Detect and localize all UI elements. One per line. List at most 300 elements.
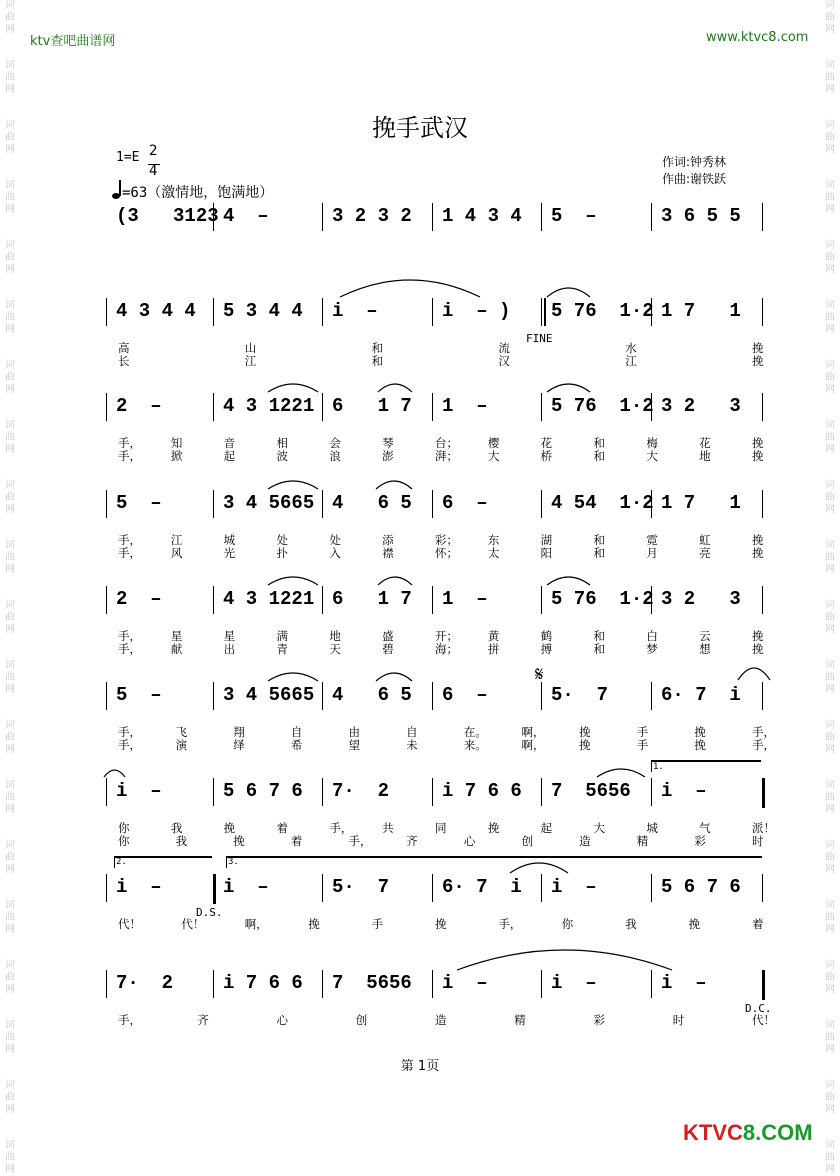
- measure-notes: 7· 2: [332, 780, 390, 802]
- measure-notes: 3 4 5665: [223, 492, 315, 514]
- slur: [268, 577, 318, 585]
- lyric-word: 亮: [699, 546, 711, 560]
- barline: [432, 298, 433, 326]
- barline: [106, 778, 107, 806]
- lyric-word: 手，: [118, 533, 141, 547]
- lyric-word: 代！: [118, 917, 141, 931]
- measure-notes: 1 7 1: [661, 300, 741, 322]
- side-watermark-text: 词曲网: [825, 1020, 835, 1055]
- barline: [213, 298, 214, 326]
- lyric-word: 演: [175, 738, 188, 752]
- barline: [322, 298, 323, 326]
- barline: [762, 298, 763, 326]
- lyric-word: 气: [699, 821, 711, 835]
- lyric-word: 琴: [382, 436, 394, 450]
- barline: [762, 203, 763, 231]
- lyric-word: 手: [636, 738, 649, 752]
- barline: [541, 682, 542, 710]
- measure-notes: 4 3 4 4: [116, 300, 196, 322]
- side-watermark-text: 词曲网: [825, 360, 835, 395]
- lyric-word: 风: [170, 546, 183, 560]
- measure-notes: 6 –: [442, 684, 488, 706]
- measure-notes: 5 76 1·2: [551, 300, 654, 322]
- barline: [432, 203, 433, 231]
- side-watermark-text: 词曲网: [825, 0, 835, 35]
- lyric-word: 手，: [118, 642, 141, 656]
- lyric-word: 湃；: [435, 449, 458, 463]
- lyric-word: 望: [348, 738, 361, 752]
- slur: [376, 673, 412, 681]
- lyric-word: 翔: [233, 725, 245, 739]
- barline: [213, 778, 214, 806]
- page-number: 第 1页: [400, 1059, 440, 1074]
- lyric-word: 挽: [688, 917, 701, 931]
- side-watermark-text: 词曲网: [5, 600, 15, 635]
- measure-notes: 5 –: [116, 492, 162, 514]
- lyric-word: 起: [540, 821, 553, 835]
- lyric-word: 拼: [487, 642, 500, 656]
- lyric-word: 大: [593, 821, 605, 835]
- lyric-word: 地: [699, 449, 711, 463]
- measure-notes: 5 6 7 6: [223, 780, 303, 802]
- ending-1-label: 1.: [653, 762, 664, 772]
- site-url-right: www.ktvc8.com: [706, 30, 809, 45]
- lyric-word: 怀；: [435, 546, 458, 560]
- lyric-word: 手，: [118, 436, 141, 450]
- lyric-word: 手，: [118, 1013, 141, 1027]
- fine-mark: FINE: [526, 332, 553, 345]
- barline: [106, 298, 107, 326]
- lyric-word: 长: [118, 354, 130, 368]
- lyric-word: 湖: [540, 533, 553, 547]
- time-signature-numerator: 2: [149, 143, 158, 159]
- lyric-word: 山: [244, 341, 257, 355]
- lyric-word: 手，: [348, 834, 372, 848]
- ending-2-bracket-side: [114, 856, 115, 868]
- side-watermark-text: 词曲网: [5, 480, 15, 515]
- measure-notes: 1 7 1: [661, 492, 741, 514]
- side-watermark-text: 词曲网: [5, 960, 15, 995]
- barline: [762, 490, 763, 518]
- barline: [541, 586, 542, 614]
- side-watermark-text: 词曲网: [825, 120, 835, 155]
- side-watermark-text: 词曲网: [825, 660, 835, 695]
- double-barline: [544, 298, 546, 326]
- lyric-word: 未: [406, 738, 418, 752]
- barline: [762, 586, 763, 614]
- side-watermark-text: 词曲网: [5, 60, 15, 95]
- barline: [541, 490, 542, 518]
- measure-notes: i –: [116, 876, 162, 898]
- lyric-word: 处: [329, 533, 341, 547]
- measure-notes: 4 3 1221: [223, 395, 315, 417]
- lyric-word: 挽: [752, 354, 764, 368]
- lyric-word: 盛: [382, 629, 394, 643]
- side-watermark-text: 词曲网: [825, 1140, 835, 1175]
- lyric-word: 手: [371, 917, 384, 931]
- lyric-word: 太: [487, 546, 500, 560]
- lyric-word: 大: [646, 449, 658, 463]
- lyric-word: 手，: [118, 629, 141, 643]
- barline: [106, 970, 107, 998]
- slur: [457, 950, 672, 970]
- lyric-word: 挽: [752, 436, 764, 450]
- measure-notes: 4 –: [223, 205, 269, 227]
- measure-notes: i –: [223, 876, 269, 898]
- lyric-word: 樱: [487, 436, 500, 450]
- lyric-word: 着: [752, 917, 764, 931]
- lyric-word: 手，: [752, 738, 775, 752]
- barline: [213, 682, 214, 710]
- barline: [651, 203, 652, 231]
- side-watermark-text: 词曲网: [825, 480, 835, 515]
- side-watermark-text: 词曲网: [5, 540, 15, 575]
- barline: [762, 393, 763, 421]
- barline: [541, 298, 542, 326]
- lyric-word: 月: [646, 546, 658, 560]
- key-signature: 1=E: [116, 150, 140, 165]
- ds-mark: D.S.: [196, 906, 223, 919]
- side-watermark-text: 词曲网: [825, 300, 835, 335]
- barline: [322, 586, 323, 614]
- lyric-word: 彩: [593, 1013, 605, 1027]
- slur: [738, 668, 770, 680]
- lyric-word: 添: [382, 533, 394, 547]
- lyric-word: 星: [223, 629, 236, 643]
- lyric-word: 满: [276, 629, 288, 643]
- barline: [322, 393, 323, 421]
- lyric-word: 东: [487, 533, 500, 547]
- lyric-word: 出: [223, 642, 236, 656]
- lyric-word: 手，: [329, 821, 353, 835]
- lyric-word: 地: [329, 629, 341, 643]
- measure-notes: i – ): [442, 300, 511, 322]
- side-watermark-text: 词曲网: [5, 1020, 15, 1055]
- lyric-word: 在。: [463, 725, 487, 739]
- barline: [432, 874, 433, 902]
- side-watermark-text: 词曲网: [5, 120, 15, 155]
- lyric-word: 梦: [646, 642, 658, 656]
- lyric-word: 高: [118, 341, 130, 355]
- lyric-word: 处: [276, 533, 288, 547]
- slur: [547, 288, 590, 297]
- measure-notes: i 7 6 6: [442, 780, 522, 802]
- ending-1-bracket: [651, 760, 761, 762]
- lyric-word: 手，: [498, 917, 522, 931]
- lyric-word: 来。: [463, 738, 487, 752]
- lyric-word: 搏: [540, 642, 553, 656]
- lyric-word: 挽: [752, 642, 764, 656]
- lyric-word: 花: [699, 436, 711, 450]
- lyric-word: 和: [371, 341, 384, 355]
- lyric-word: 和: [593, 449, 605, 463]
- ending-2-bracket: [114, 856, 212, 858]
- barline: [541, 203, 542, 231]
- ending-1-bracket-side: [651, 760, 652, 772]
- barline: [106, 874, 107, 902]
- lyric-word: 啊，: [521, 738, 545, 752]
- lyric-word: 手，: [752, 725, 775, 739]
- lyric-word: 和: [371, 354, 384, 368]
- side-watermark-text: 词曲网: [825, 720, 835, 755]
- slur: [376, 481, 412, 489]
- lyric-word: 和: [593, 642, 605, 656]
- lyric-word: 霓: [646, 533, 658, 547]
- lyric-word: 共: [382, 821, 394, 835]
- measure-notes: 5· 7: [551, 684, 609, 706]
- lyric-word: 由: [348, 725, 361, 739]
- barline: [432, 778, 433, 806]
- lyric-word: 碧: [382, 642, 394, 656]
- measure-notes: i –: [661, 972, 707, 994]
- barline: [651, 778, 652, 806]
- slur: [340, 280, 480, 297]
- measure-notes: 3 4 5665: [223, 684, 315, 706]
- lyric-word: 挽: [752, 449, 764, 463]
- lyric-word: 手，: [118, 725, 141, 739]
- barline: [213, 393, 214, 421]
- measure-notes: 6 1 7: [332, 395, 412, 417]
- lyric-word: 自: [290, 725, 303, 739]
- lyric-word: 城: [646, 821, 658, 835]
- measure-notes: i –: [551, 876, 597, 898]
- measure-notes: (3 3123: [116, 205, 219, 227]
- slur: [268, 384, 318, 392]
- barline: [541, 874, 542, 902]
- measure-notes: i 7 6 6: [223, 972, 303, 994]
- lyric-word: 挽: [752, 546, 764, 560]
- lyric-word: 台；: [435, 436, 458, 450]
- barline: [213, 970, 214, 998]
- measure-notes: 7 5656: [551, 780, 631, 802]
- measure-notes: 4 3 1221: [223, 588, 315, 610]
- barline: [762, 682, 763, 710]
- lyric-word: 时: [752, 834, 764, 848]
- lyric-word: 挽: [233, 834, 245, 848]
- barline: [432, 586, 433, 614]
- lyric-word: 襟: [382, 546, 394, 560]
- side-watermark-text: 词曲网: [5, 0, 15, 35]
- lyric-word: 我: [625, 917, 637, 931]
- lyric-word: 精: [636, 834, 649, 848]
- quarter-note-icon: [112, 181, 122, 199]
- barline: [322, 778, 323, 806]
- ktvc8-logo: KTVC8.COM: [683, 1120, 813, 1145]
- lyric-word: 阳: [540, 546, 553, 560]
- measure-notes: 3 2 3 2: [332, 205, 412, 227]
- lyric-word: 开；: [435, 629, 458, 643]
- measure-notes: 6 –: [442, 492, 488, 514]
- barline: [762, 874, 763, 902]
- lyric-word: 你: [118, 821, 130, 835]
- lyric-word: 齐: [197, 1013, 209, 1027]
- lyric-word: 我: [170, 821, 183, 835]
- lyric-word: 手，: [118, 738, 141, 752]
- slur: [547, 577, 590, 585]
- tempo-text: =63（激情地，饱满地）: [122, 185, 274, 201]
- measure-notes: 4 54 1·2: [551, 492, 654, 514]
- time-signature-denominator: 4: [149, 163, 158, 179]
- lyric-word: 水: [625, 341, 637, 355]
- side-watermark-text: 词曲网: [5, 1080, 15, 1115]
- lyric-word: 澎: [382, 449, 394, 463]
- tempo-marking: [112, 181, 273, 202]
- side-watermark-text: 词曲网: [5, 840, 15, 875]
- lyric-word: 自: [406, 725, 418, 739]
- lyric-word: 代！: [181, 917, 205, 931]
- slur: [547, 384, 590, 392]
- lyric-word: 梅: [646, 436, 658, 450]
- measure-notes: 5 6 7 6: [661, 876, 741, 898]
- lyric-word: 飞: [175, 725, 188, 739]
- lyric-word: 城: [223, 533, 236, 547]
- measure-notes: 3 2 3: [661, 395, 741, 417]
- measure-notes: 1 –: [442, 588, 488, 610]
- measure-notes: 7 5656: [332, 972, 412, 994]
- lyric-word: 虹: [699, 533, 711, 547]
- lyric-word: 挽: [579, 725, 591, 739]
- lyric-word: 着: [290, 834, 303, 848]
- measure-notes: 5 76 1·2: [551, 395, 654, 417]
- lyric-word: 掀: [170, 449, 183, 463]
- lyric-word: 相: [276, 436, 288, 450]
- lyric-word: 你: [561, 917, 574, 931]
- lyric-word: 白: [646, 629, 658, 643]
- lyric-word: 鹤: [540, 629, 553, 643]
- side-watermark-text: 词曲网: [825, 780, 835, 815]
- measure-notes: 4 6 5: [332, 684, 412, 706]
- measure-notes: 1 –: [442, 395, 488, 417]
- side-watermark-text: 词曲网: [5, 420, 15, 455]
- barline: [322, 490, 323, 518]
- ending-3-bracket: [226, 856, 762, 858]
- lyric-word: 派！: [752, 821, 775, 835]
- side-watermark-text: 词曲网: [825, 240, 835, 275]
- barline: [541, 970, 542, 998]
- repeat-barline: [762, 778, 765, 808]
- side-watermark-text: 词曲网: [825, 600, 835, 635]
- lyric-word: 精: [514, 1013, 526, 1027]
- lyric-word: 大: [487, 449, 500, 463]
- lyric-word: 创: [355, 1013, 368, 1027]
- lyric-word: 啊，: [521, 725, 545, 739]
- dc-mark: D.C.: [745, 1002, 772, 1015]
- slur: [268, 481, 318, 489]
- barline: [106, 586, 107, 614]
- lyric-word: 知: [170, 436, 183, 450]
- lyric-word: 黄: [487, 629, 500, 643]
- measure-notes: 7· 2: [116, 972, 174, 994]
- lyric-word: 星: [170, 629, 183, 643]
- side-watermark-text: 词曲网: [5, 900, 15, 935]
- side-watermark-text: 词曲网: [825, 840, 835, 875]
- measure-notes: 5 3 4 4: [223, 300, 303, 322]
- lyric-word: 挽: [752, 629, 764, 643]
- lyric-word: 心: [463, 834, 476, 848]
- lyric-word: 着: [276, 821, 288, 835]
- barline: [541, 778, 542, 806]
- barline: [651, 970, 652, 998]
- lyric-word: 挽: [694, 725, 706, 739]
- side-watermark-text: 词曲网: [5, 300, 15, 335]
- composer-credit: 作曲:谢铁跃: [662, 172, 727, 186]
- barline: [322, 874, 323, 902]
- section-barline: [213, 874, 216, 904]
- measure-notes: i –: [116, 780, 162, 802]
- side-watermark-text: 词曲网: [5, 360, 15, 395]
- lyric-word: 挽: [579, 738, 591, 752]
- lyric-word: 想: [699, 642, 711, 656]
- slur: [104, 770, 125, 777]
- lyric-word: 浪: [329, 449, 341, 463]
- barline: [432, 490, 433, 518]
- measure-notes: 6· 7 i: [442, 876, 522, 898]
- lyric-word: 彩；: [435, 533, 458, 547]
- side-watermark-text: 词曲网: [5, 780, 15, 815]
- measure-notes: i –: [661, 780, 707, 802]
- ending-3-label: 3.: [228, 857, 239, 867]
- barline: [213, 586, 214, 614]
- lyric-word: 花: [540, 436, 553, 450]
- side-watermark-text: 词曲网: [825, 420, 835, 455]
- lyric-word: 波: [276, 449, 288, 463]
- lyric-word: 创: [521, 834, 533, 848]
- measure-notes: 3 2 3: [661, 588, 741, 610]
- site-name-left: ktv查吧曲谱网: [30, 34, 116, 49]
- side-watermark-text: 词曲网: [825, 60, 835, 95]
- barline: [432, 682, 433, 710]
- lyric-word: 江: [244, 354, 257, 368]
- measure-notes: 5· 7: [332, 876, 390, 898]
- measure-notes: 5 –: [116, 684, 162, 706]
- lyric-word: 和: [593, 629, 605, 643]
- lyric-word: 你: [118, 834, 130, 848]
- lyric-word: 海；: [435, 642, 458, 656]
- lyric-word: 献: [170, 642, 183, 656]
- lyric-word: 天: [329, 642, 341, 656]
- lyric-word: 和: [593, 533, 605, 547]
- ending-2-label: 2.: [116, 857, 127, 867]
- barline: [106, 393, 107, 421]
- side-watermark-text: 词曲网: [5, 240, 15, 275]
- slur: [378, 384, 412, 392]
- lyric-word: 手，: [118, 449, 141, 463]
- barline: [106, 490, 107, 518]
- final-barline: [762, 970, 765, 1000]
- measure-notes: 2 –: [116, 588, 162, 610]
- lyric-word: 扑: [276, 546, 288, 560]
- side-watermark-text: 词曲网: [825, 900, 835, 935]
- side-watermark-text: 词曲网: [5, 180, 15, 215]
- slur: [597, 769, 645, 777]
- lyric-word: 造: [579, 834, 591, 848]
- lyric-word: 时: [672, 1013, 685, 1027]
- lyric-word: 江: [170, 533, 183, 547]
- lyric-word: 音: [223, 436, 236, 450]
- side-watermark-text: 词曲网: [825, 540, 835, 575]
- lyric-word: 云: [699, 629, 711, 643]
- lyric-word: 齐: [406, 834, 418, 848]
- lyric-word: 江: [625, 354, 637, 368]
- measure-notes: i –: [332, 300, 378, 322]
- lyric-word: 同: [435, 821, 447, 835]
- lyric-word: 挽: [487, 821, 500, 835]
- lyric-word: 挽: [694, 738, 706, 752]
- side-watermark-text: 词曲网: [5, 720, 15, 755]
- lyric-word: 希: [290, 738, 303, 752]
- side-watermark-text: 词曲网: [5, 660, 15, 695]
- measure-notes: 5 –: [551, 205, 597, 227]
